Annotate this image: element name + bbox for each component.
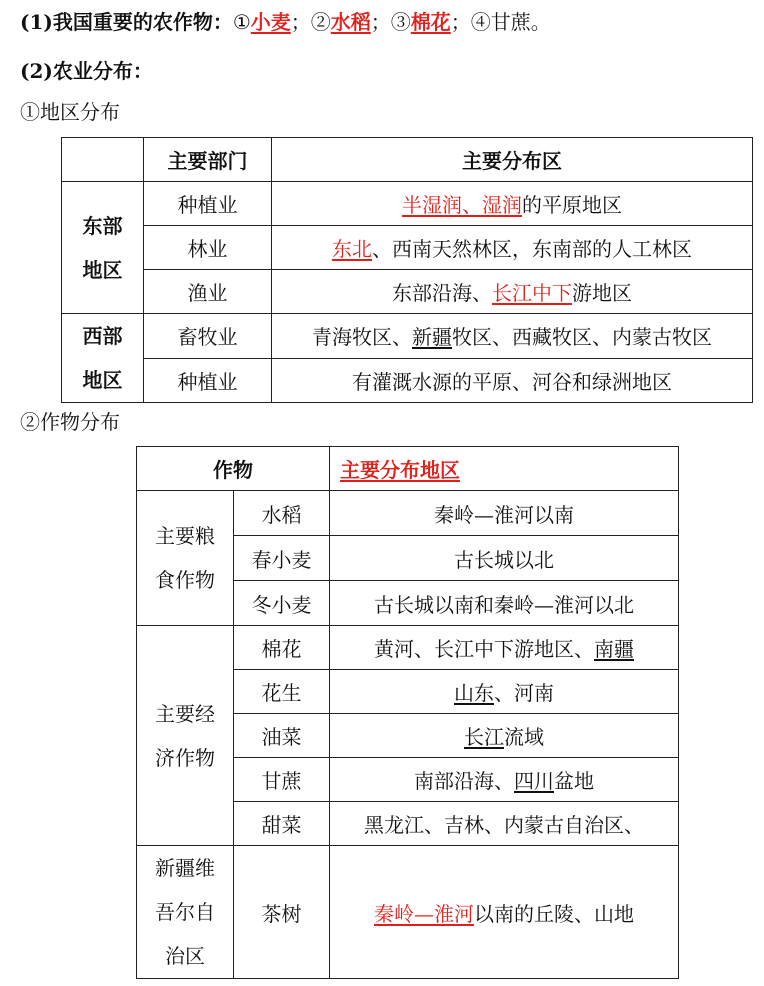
- marker-2: ②: [310, 10, 331, 34]
- department-cell: 渔业: [144, 270, 272, 314]
- header-blank-cell: [62, 138, 144, 182]
- area-text: 青海牧区、: [312, 325, 412, 350]
- table-row: [137, 846, 679, 979]
- marker-3: ③: [390, 10, 411, 34]
- area-text: 、河南: [494, 681, 554, 705]
- region-label-line: 地区: [82, 257, 123, 282]
- department-cell: 种植业: [144, 182, 272, 226]
- crop-cell: 茶树: [234, 846, 330, 979]
- underlined-text: 山东: [454, 681, 494, 705]
- crop-cotton: 棉花: [410, 10, 451, 34]
- area-cell: [272, 182, 753, 226]
- crops-prefix: (1)我国重要的农作物：: [20, 10, 233, 34]
- marker-4: ④: [470, 10, 491, 34]
- area-cell: [330, 714, 679, 758]
- area-cell: [272, 270, 753, 314]
- region-label-line: 地区: [82, 368, 123, 392]
- department-cell: 畜牧业: [144, 314, 272, 359]
- region-distribution-table: [61, 137, 753, 403]
- table-row: [62, 358, 753, 403]
- region-label-line: 西部: [82, 324, 123, 348]
- crop-cell: 甜菜: [234, 802, 330, 846]
- area-cell: [272, 226, 753, 270]
- sep-1: ；: [290, 10, 311, 34]
- crop-distribution-table: [136, 446, 679, 979]
- crop-wheat: 小麦: [250, 10, 291, 34]
- highlight-text: 秦岭—淮河: [374, 901, 474, 926]
- area-text: 南部沿海、: [414, 769, 514, 793]
- header-area: [330, 447, 679, 491]
- marker-1: ①: [232, 10, 251, 34]
- underlined-text: 四川: [514, 769, 554, 793]
- area-text: 游地区: [572, 281, 632, 305]
- area-text: 流域: [504, 725, 544, 749]
- section-heading-crops: ②作物分布: [20, 410, 120, 434]
- crop-cell: 水稻: [234, 491, 330, 536]
- group-label-line: 新疆维: [155, 856, 215, 880]
- table-row: [62, 138, 753, 182]
- table-row: [62, 182, 753, 226]
- crop-rice: 水稻: [330, 10, 371, 34]
- sep-3: ；: [450, 10, 471, 34]
- table-row: [137, 491, 679, 536]
- area-cell: [272, 314, 753, 359]
- area-text: 牧区、西藏牧区、内蒙古牧区: [452, 325, 712, 350]
- sep-2: ；: [370, 10, 391, 34]
- crop-cell: 春小麦: [234, 536, 330, 581]
- area-text: 、西南天然林区，东南部的人工林区: [372, 237, 692, 261]
- crop-cell: 棉花: [234, 626, 330, 670]
- table-row: [62, 314, 753, 359]
- header-department: 主要部门: [144, 138, 272, 182]
- area-cell: [330, 670, 679, 714]
- crop-cell: 冬小麦: [234, 581, 330, 626]
- area-text: 东部沿海、: [392, 281, 492, 305]
- group-label-line: 主要经: [155, 701, 215, 726]
- area-cell: [330, 758, 679, 802]
- group-label-economic: [137, 626, 234, 846]
- department-cell: 种植业: [144, 358, 272, 403]
- department-cell: 林业: [144, 226, 272, 270]
- area-cell: [330, 846, 679, 979]
- region-label-line: 东部: [82, 213, 123, 238]
- underlined-text: 长江: [464, 725, 504, 749]
- area-text: 黄河、长江中下游地区、: [374, 637, 594, 661]
- table-row: [62, 270, 753, 314]
- area-cell: [330, 626, 679, 670]
- table-row: [137, 447, 679, 491]
- crop-cell: 花生: [234, 670, 330, 714]
- area-text: 盆地: [554, 769, 594, 793]
- intro-line-crops: [20, 6, 551, 35]
- table-row: [137, 626, 679, 670]
- highlight-text: 长江中下: [492, 281, 572, 305]
- area-cell: 秦岭—淮河以南: [330, 491, 679, 536]
- region-label-west: [62, 314, 144, 403]
- header-crop: 作物: [137, 447, 330, 491]
- group-label-xinjiang: [137, 846, 234, 979]
- area-text: 的平原地区: [522, 193, 622, 217]
- end-mark: 。: [530, 10, 551, 34]
- header-area: 主要分布区: [272, 138, 753, 182]
- region-label-east: [62, 182, 144, 314]
- highlight-text: 东北: [332, 237, 372, 261]
- area-cell: 古长城以南和秦岭—淮河以北: [330, 581, 679, 626]
- area-cell: 古长城以北: [330, 536, 679, 581]
- group-label-line: 吾尔自: [155, 900, 215, 924]
- group-label-line: 主要粮: [155, 524, 215, 548]
- area-text: 以南的丘陵、山地: [474, 901, 634, 926]
- crop-sugarcane: 甘蔗: [490, 10, 531, 34]
- crop-cell: 甘蔗: [234, 758, 330, 802]
- area-cell: 有灌溉水源的平原、河谷和绿洲地区: [272, 358, 753, 403]
- underlined-text: 南疆: [594, 637, 634, 661]
- section-heading-region: ①地区分布: [20, 100, 120, 124]
- area-cell: [330, 802, 679, 846]
- crop-cell: 油菜: [234, 714, 330, 758]
- table-row: [62, 226, 753, 270]
- header-area-text: 主要分布地区: [340, 458, 460, 482]
- area-text: 黑龙江、吉林、内蒙古自治区、: [364, 813, 644, 837]
- group-label-line: 治区: [165, 944, 205, 968]
- group-label-line: 济作物: [155, 745, 215, 770]
- group-label-grain: [137, 491, 234, 626]
- intro-line-distribution: (2)农业分布：: [20, 59, 153, 83]
- highlight-text: 半湿润、湿润: [402, 193, 522, 217]
- group-label-line: 食作物: [155, 568, 215, 592]
- underlined-text: 新疆: [412, 325, 452, 350]
